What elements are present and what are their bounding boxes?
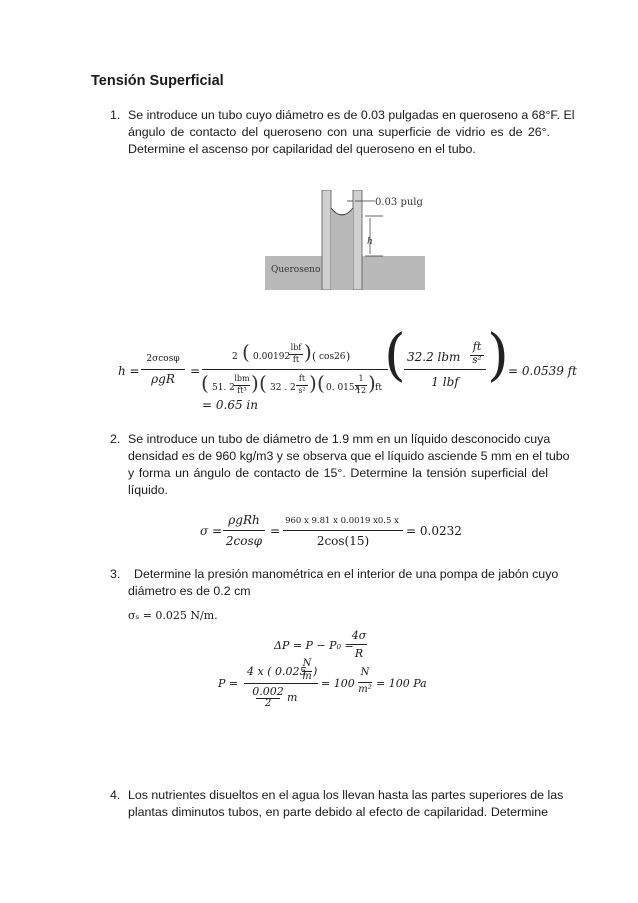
eq1-conv-num: 32.2 lbm: [407, 350, 461, 364]
fluid-label: Queroseno: [271, 265, 321, 275]
problem-3-line: Determine la presión manométrica en el interior de una pompa de jabón cuyo: [134, 567, 559, 581]
eq1-num-cos: cos26: [319, 352, 346, 362]
eq3b-unit-bot: m²: [358, 684, 372, 695]
eq3a-den: R: [354, 647, 364, 660]
eq1-result-inches: = 0.65 in: [202, 398, 258, 412]
problem-3-number: 3.: [110, 567, 121, 581]
eq3b-den-bot: 2: [264, 698, 272, 709]
problem-2-number: 2.: [110, 432, 121, 446]
problem-2-text: [128, 431, 570, 499]
problem-3-given: σₛ = 0.025 N/m.: [128, 609, 218, 622]
eq3b-unit-top: N: [360, 667, 370, 678]
eq3a-num: 4σ: [351, 629, 367, 642]
eq3b-num-close: ): [313, 665, 318, 678]
diameter-label: 0.03 pulg: [375, 197, 423, 208]
eq1-den-density: 51. 2: [212, 383, 235, 393]
problem-1-line: Se introduce un tubo cuyo diámetro es de 0.03 pulgadas en queroseno a 68°F. El: [128, 108, 575, 122]
eq1-lhs: h =: [118, 364, 140, 378]
problem-1-text: [128, 107, 575, 158]
problem-4-line: plantas diminutos tubos, en parte debido al efecto de capilaridad. Determine: [128, 805, 548, 819]
eq1-result: = 0.0539 ft: [508, 364, 577, 378]
problem-2-line: densidad es de 960 kg/m3 y se observa que el líquido asciende 5 mm en el tubo: [128, 449, 570, 463]
eq2-frac1-den: 2cosφ: [225, 534, 263, 548]
eq1-equals: =: [190, 364, 201, 378]
fluid-column: [331, 214, 353, 290]
problem-3-text: [128, 566, 559, 600]
eq2-equals: =: [270, 524, 281, 538]
eq1-den-density-top: lbm: [234, 374, 250, 383]
problem-4-text: [128, 787, 564, 821]
eq1-den-gravity-top: ft: [298, 374, 306, 383]
eq2-result: = 0.0232: [406, 524, 462, 538]
eq1-den-density-bot: ft³: [237, 386, 247, 395]
eq1-num-factor: 2: [232, 352, 238, 362]
eq3b-num-bot: m: [302, 671, 312, 682]
problem-1-number: 1.: [110, 108, 121, 122]
eq2-frac2-den: 2cos(15): [316, 534, 370, 548]
tube-wall-left: [322, 190, 331, 290]
eq1-num-unit-top: lbf: [290, 343, 302, 352]
eq2-frac2-num: 960 x 9.81 x 0.0019 x0.5 x: [285, 516, 399, 526]
eq3b-den-unit: m: [287, 691, 298, 704]
eq1-den-radius-top: 1: [358, 374, 364, 383]
eq1-frac1-num: 2σcosφ: [146, 354, 180, 364]
eq3b-den: 0.002: [252, 685, 284, 698]
eq1-den-gravity: 32 . 2: [270, 383, 296, 393]
capillary-tube-figure: [265, 190, 425, 290]
eq1-den-gravity-bot: s²: [298, 386, 306, 395]
problem-2-line: Se introduce un tubo de diámetro de 1.9 mm en un líquido desconocido cuya: [128, 432, 551, 446]
eq3a-lhs: ΔP = P − P₀ =: [274, 639, 354, 652]
problem-2-line: líquido.: [128, 483, 168, 497]
eq2-lhs: σ =: [200, 524, 223, 538]
eq3b-result: = 100 Pa: [376, 677, 427, 690]
eq1-num-value: 0.00192: [253, 352, 291, 362]
eq3b-mid: = 100: [321, 677, 355, 690]
eq1-conv-num-top: ft: [472, 340, 482, 353]
eq1-den-radius: 0. 015x: [326, 383, 360, 393]
eq2-frac1-num: ρgRh: [228, 513, 260, 527]
eq1-conv-den: 1 lbf: [431, 375, 459, 389]
eq3b-lhs: P =: [218, 677, 239, 690]
problem-3-line: diámetro es de 0.2 cm: [128, 584, 251, 598]
eq1-den-radius-unit: ft: [375, 383, 382, 393]
problem-1-line: Determine el ascenso por capilaridad del queroseno en el tubo.: [128, 142, 476, 156]
problem-2-line: y forma un ángulo de contacto de 15°. Determine la tensión superficial del: [128, 466, 548, 480]
eq1-conv-num-bot: s²: [472, 355, 482, 366]
eq1-num-unit-bot: ft: [292, 355, 300, 364]
eq1-den-radius-bot: 12: [355, 386, 367, 395]
problem-1-line: ángulo de contacto del queroseno con una superficie de vidrio es de 26°.: [128, 125, 550, 139]
height-label: h: [367, 237, 373, 247]
eq1-frac1-den: ρgR: [151, 372, 175, 386]
page-title: Tensión Superficial: [91, 73, 224, 89]
problem-4-line: Los nutrientes disueltos en el agua los llevan hasta las partes superiores de las: [128, 788, 564, 802]
tube-wall-right: [353, 190, 362, 290]
eq3b-num: 4 x ( 0.025: [247, 665, 307, 678]
document-page: Tensión Superficial 1. Se introduce un tubo cuyo diámetro es de 0.03 pulgadas en queroseno a 68°F. El ángulo de contacto del queroseno con una superficie de vidrio es de 26°. Determine el ascenso por capilaridad del queroseno en el tubo. 0.03 pulg h Queroseno h = 2σcosφ ρgR = 2 ( 0.00192 lbf ft ) ( cos26 ) ( 51. 2 lbm ft³ ) ( 32 . 2 ft s² ) ( 0. 015x 1 12 ) ft ( 32.2 lbm ft s² 1 lbf ) = 0.0539 ft = 0.65 in 2. Se introduce un tubo de diámetro de 1.9 mm en un líquido desconocido cuya densidad es de 960 kg/m3 y se observa que el líquido asciende 5 mm en el tubo y forma un ángulo de contacto de 15°. Determine la tensión superficial del líquido. σ = ρgRh 2cosφ = 960 x 9.81 x 0.0019 x0.5 x 2cos(15) = 0.0232 3. Determine la presión manométrica en el interior de una pompa de jabón cuyo diámetro es de 0.2 cm σₛ = 0.025 N/m. ΔP = P − P₀ = 4σ R P = 4 x ( 0.025 N m ) 0.002 2 m = 100 N m² = 100 Pa 4. Los nutrientes disueltos en el agua los llevan hasta las partes superiores de las plantas diminutos tubos, en parte debido al efecto de capilaridad. Determine: [91, 73, 577, 819]
eq3b-num-top: N: [302, 658, 312, 669]
problem-4-number: 4.: [110, 788, 121, 802]
